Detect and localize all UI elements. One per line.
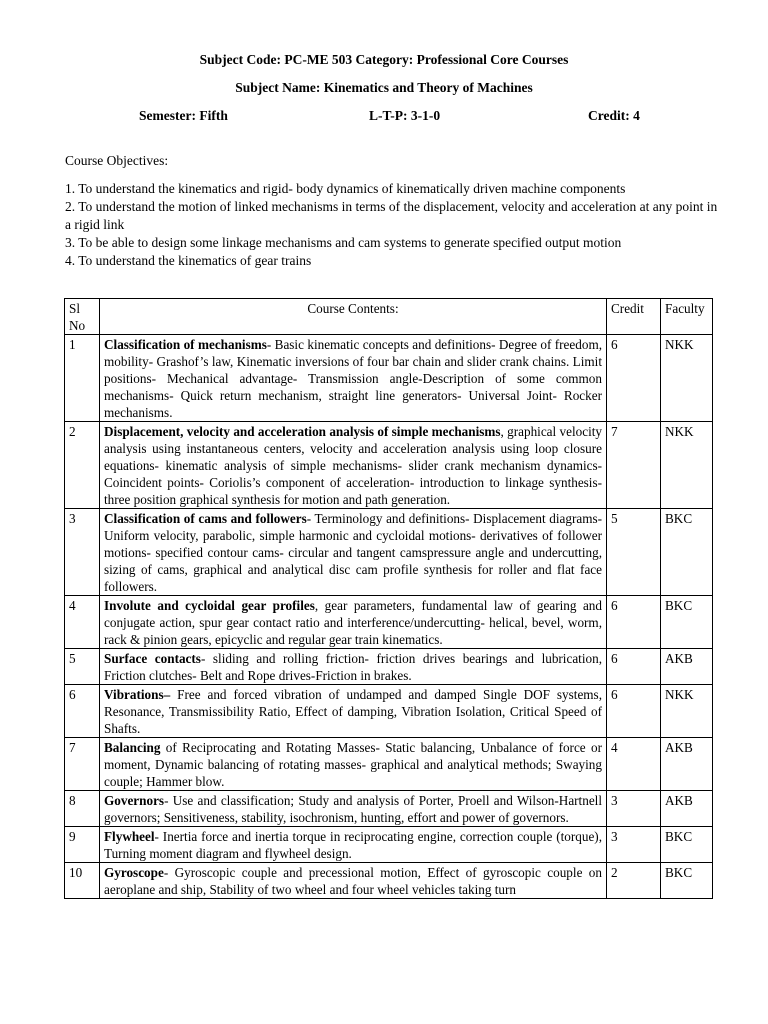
row-sl: 4: [65, 596, 100, 649]
row-faculty: BKC: [661, 509, 713, 596]
row-contents: [100, 335, 607, 422]
row-credit: 3: [607, 791, 661, 827]
row-topic: Vibrations–: [104, 687, 171, 702]
header-sl-no: Sl No: [65, 299, 100, 335]
row-faculty: AKB: [661, 791, 713, 827]
table-header-row: [65, 299, 713, 335]
row-contents: [100, 738, 607, 791]
row-sl: 6: [65, 685, 100, 738]
header-course-contents: Course Contents:: [100, 299, 607, 335]
row-detail: - Use and classification; Study and analysis of Porter, Proell and Wilson-Hartnell governors; Sensitiveness, stability, isochronism, hunting, effort and power of governors.: [104, 793, 602, 825]
objective-item: 3. To be able to design some linkage mechanisms and cam systems to generate specified output motion: [65, 235, 622, 250]
row-faculty: BKC: [661, 863, 713, 899]
row-contents: [100, 422, 607, 509]
objectives-title: Course Objectives:: [65, 153, 169, 168]
row-sl: 9: [65, 827, 100, 863]
row-detail: - Basic kinematic concepts and definitions- Degree of freedom, mobility- Grashof’s law, Kinematic inversions of four bar chain and slider crank chains. Limit positions- Mechanical advantage- Transmission angle-Description of some common mechanisms- Quick return mechanism, straight line generators- Universal Joint- Rocker mechanisms.: [104, 337, 602, 420]
row-detail: Free and forced vibration of undamped and damped Single DOF systems, Resonance, Transmissibility Ratio, Effect of damping, Vibration Isolation, Critical Speed of Shafts.: [104, 687, 602, 736]
row-faculty: AKB: [661, 649, 713, 685]
row-credit: 7: [607, 422, 661, 509]
row-contents: [100, 827, 607, 863]
row-faculty: BKC: [661, 827, 713, 863]
subject-code-line: Subject Code: PC-ME 503 Category: Professional Core Courses: [199, 52, 569, 67]
semester-label: Semester: Fifth: [139, 108, 228, 123]
row-detail: - Inertia force and inertia torque in reciprocating engine, correction couple (torque), Turning moment diagram and flywheel design.: [104, 829, 602, 861]
row-topic: Involute and cycloidal gear profiles: [104, 598, 315, 613]
table-row: [65, 791, 713, 827]
row-credit: 6: [607, 685, 661, 738]
row-detail: , gear parameters, fundamental law of gearing and conjugate action, spur gear contact ratio and interference/undercutting- helical, bevel, worm, rack & pinion gears, epicyclic and regular gear train kinematics.: [104, 598, 602, 647]
course-contents-table: [64, 298, 713, 899]
row-contents: [100, 649, 607, 685]
row-topic: Gyroscope: [104, 865, 164, 880]
row-sl: 3: [65, 509, 100, 596]
row-faculty: BKC: [661, 596, 713, 649]
row-faculty: NKK: [661, 422, 713, 509]
row-topic: Governors: [104, 793, 165, 808]
credit-label: Credit: 4: [588, 108, 640, 123]
row-sl: 7: [65, 738, 100, 791]
row-credit: 3: [607, 827, 661, 863]
objective-item: 4. To understand the kinematics of gear trains: [65, 253, 312, 268]
table-row: [65, 596, 713, 649]
row-faculty: NKK: [661, 685, 713, 738]
row-topic: Balancing: [104, 740, 161, 755]
row-detail: - Gyroscopic couple and precessional motion, Effect of gyroscopic couple on aeroplane and ship, Stability of two wheel and four wheel vehicles taking turn: [104, 865, 602, 897]
row-topic: Classification of mechanisms: [104, 337, 267, 352]
table-row: [65, 863, 713, 899]
row-contents: [100, 596, 607, 649]
row-sl: 8: [65, 791, 100, 827]
row-contents: [100, 509, 607, 596]
row-faculty: NKK: [661, 335, 713, 422]
row-sl: 1: [65, 335, 100, 422]
objective-item: 1. To understand the kinematics and rigid- body dynamics of kinematically driven machine components: [65, 181, 626, 196]
table-row: [65, 738, 713, 791]
table-row: [65, 827, 713, 863]
row-credit: 2: [607, 863, 661, 899]
row-topic: Displacement, velocity and acceleration analysis of simple mechanisms: [104, 424, 501, 439]
row-contents: [100, 685, 607, 738]
header-faculty: Faculty: [661, 299, 713, 335]
row-credit: 6: [607, 596, 661, 649]
objective-item: 2. To understand the motion of linked mechanisms in terms of the displacement, velocity and acceleration at any point in a rigid link: [65, 199, 718, 232]
table-row: [65, 685, 713, 738]
row-topic: Classification of cams and followers: [104, 511, 307, 526]
row-contents: [100, 791, 607, 827]
table-row: [65, 422, 713, 509]
row-contents: [100, 863, 607, 899]
row-credit: 4: [607, 738, 661, 791]
row-credit: 6: [607, 335, 661, 422]
row-detail: - sliding and rolling friction- friction drives bearings and lubrication, Friction clutches- Belt and Rope drives-Friction in brakes.: [104, 651, 602, 683]
row-sl: 5: [65, 649, 100, 685]
table-row: [65, 509, 713, 596]
row-topic: Surface contacts: [104, 651, 201, 666]
row-detail: , graphical velocity analysis using instantaneous centers, velocity and acceleration analysis using loop closure equations- kinematic analysis of simple mechanisms- slider crank mechanism dynamics- Coincident points- Coriolis’s component of acceleration- introduction to linkage synthesis- three position graphical synthesis for motion and path generation.: [104, 424, 602, 507]
ltp-label: L-T-P: 3-1-0: [369, 108, 441, 123]
objectives-list: [65, 180, 725, 270]
row-detail: of Reciprocating and Rotating Masses- Static balancing, Unbalance of force or moment, Dynamic balancing of rotating masses- graphical and analytical methods; Swaying couple; Hammer blow.: [104, 740, 602, 789]
table-row: [65, 335, 713, 422]
row-topic: Flywheel: [104, 829, 155, 844]
row-faculty: AKB: [661, 738, 713, 791]
header-credit: Credit: [607, 299, 661, 335]
row-credit: 5: [607, 509, 661, 596]
row-sl: 10: [65, 863, 100, 899]
subject-name-line: Subject Name: Kinematics and Theory of Machines: [235, 80, 533, 95]
row-detail: - Terminology and definitions- Displacement diagrams- Uniform velocity, parabolic, simple harmonic and cycloidal motions- derivatives of follower motions- specified contour cams- circular and tangent camspressure angle and undercutting, sizing of cams, graphical and analytical disc cam profile synthesis for roller and flat face followers.: [104, 511, 602, 594]
row-sl: 2: [65, 422, 100, 509]
row-credit: 6: [607, 649, 661, 685]
table-row: [65, 649, 713, 685]
